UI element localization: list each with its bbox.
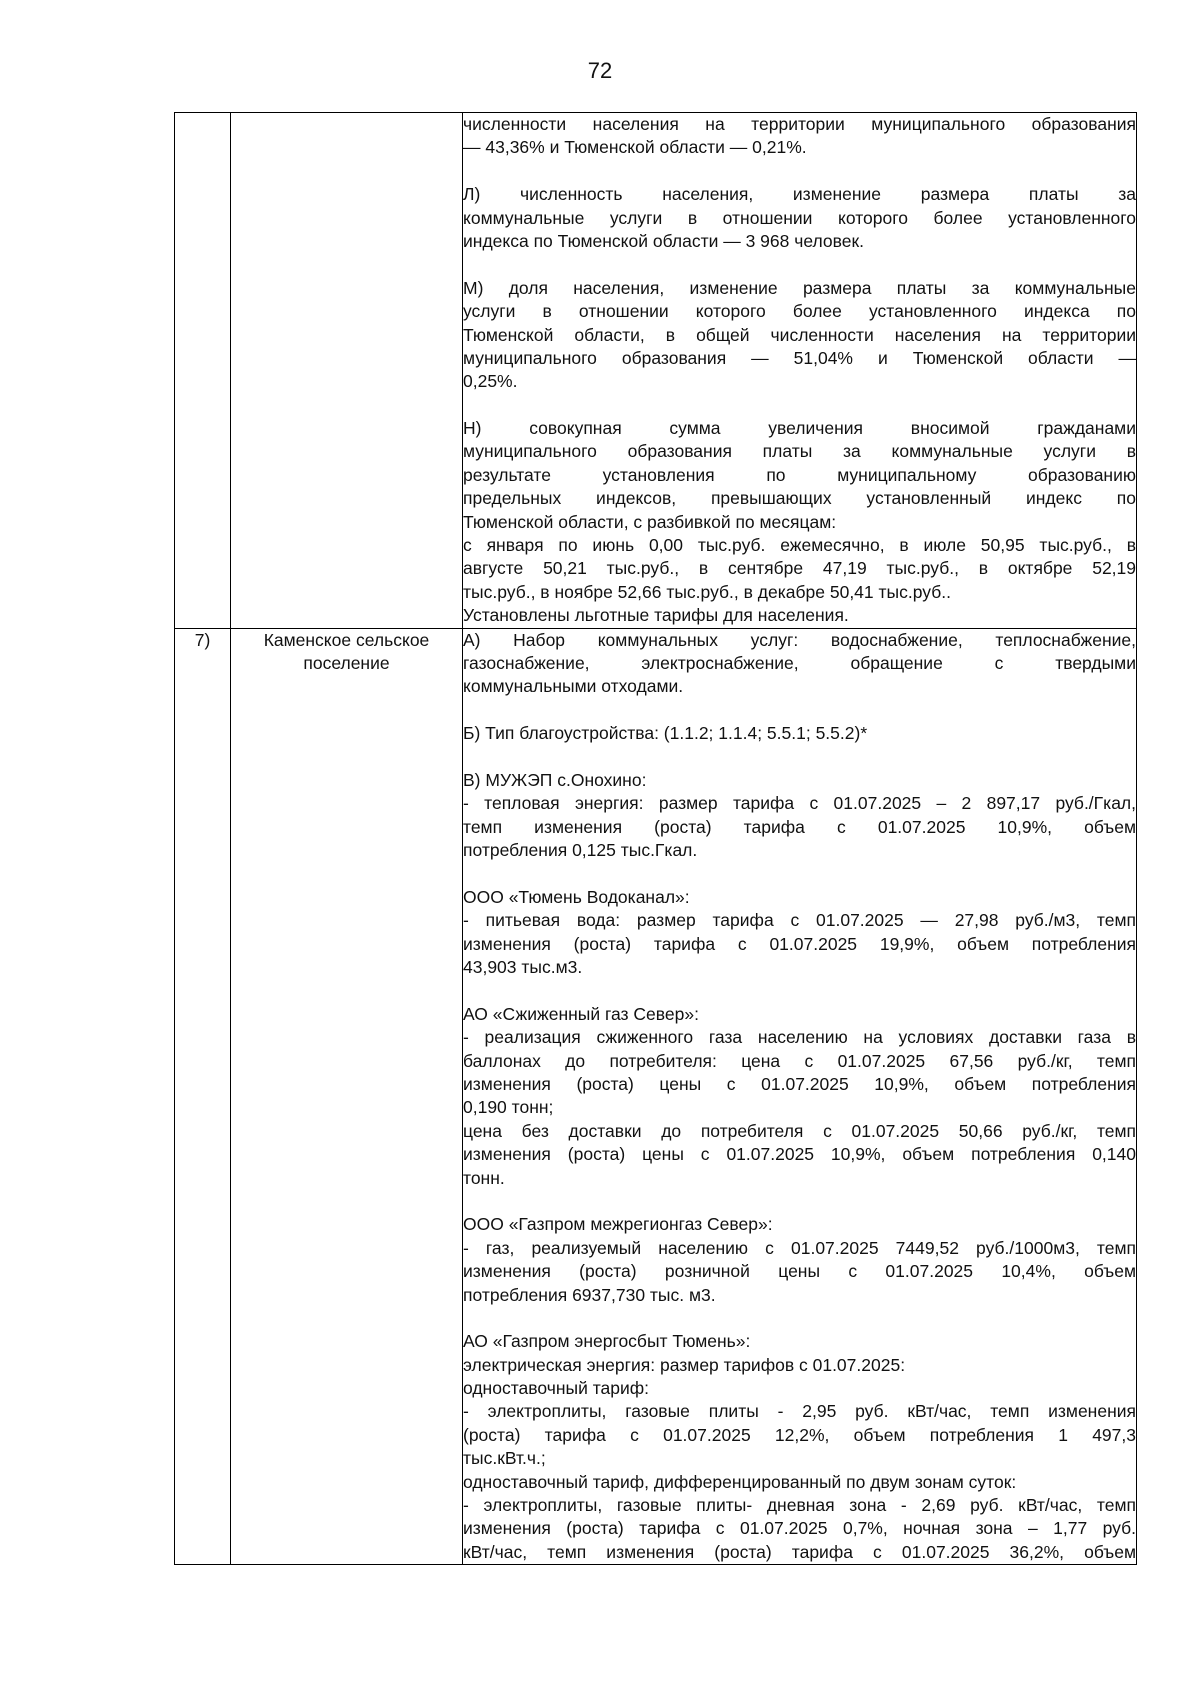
text-line: услуги в отношении которого более установленного индекса по	[463, 301, 1136, 322]
text-line: темп изменения (роста) тарифа с 01.07.2025 10,9%, объем	[463, 816, 1136, 837]
page-number: 72	[587, 58, 613, 83]
text-line: изменения (роста) цены с 01.07.2025 10,9%, объем потребления 0,140	[463, 1144, 1136, 1165]
paragraph-gap	[463, 979, 1136, 1002]
text-line: потребления 6937,730 тыс. м3.	[463, 1284, 716, 1305]
text-line: изменения (роста) цены с 01.07.2025 10,9%, объем потребления	[463, 1074, 1136, 1095]
text-line: 0,190 тонн;	[463, 1097, 554, 1118]
text-line: одноставочный тариф:	[463, 1378, 650, 1399]
paragraph-gap	[463, 253, 1136, 276]
text-line: АО «Газпром энергосбыт Тюмень»:	[463, 1331, 751, 1352]
text-line: - тепловая энергия: размер тарифа с 01.07.2025 – 2 897,17 руб./Гкал,	[463, 793, 1136, 814]
text-line: (роста) тарифа с 01.07.2025 12,2%, объем потребления 1 497,3	[463, 1424, 1136, 1445]
text-line: индекса по Тюменской области — 3 968 человек.	[463, 230, 864, 251]
text-line: М) доля населения, изменение размера платы за коммунальные	[463, 277, 1136, 298]
text-line: изменения (роста) тарифа с 01.07.2025 19,9%, объем потребления	[463, 933, 1136, 954]
text-line: электрическая энергия: размер тарифов с 01.07.2025:	[463, 1354, 906, 1375]
row-number-cell: 7)	[175, 628, 231, 1565]
paragraph-gap	[463, 1190, 1136, 1213]
text-line: 43,903 тыс.м3.	[463, 957, 583, 978]
text-line: В) МУЖЭП с.Онохино:	[463, 769, 647, 790]
text-line: изменения (роста) тарифа с 01.07.2025 0,7%, ночная зона – 1,77 руб.	[463, 1518, 1136, 1539]
text-line: тонн.	[463, 1167, 505, 1188]
description-cell	[463, 113, 1137, 629]
text-line: - реализация сжиженного газа населению на условиях доставки газа в	[463, 1027, 1136, 1048]
text-line: Б) Тип благоустройства: (1.1.2; 1.1.4; 5.5.1; 5.5.2)*	[463, 723, 868, 744]
text-line: одноставочный тариф, дифференцированный по двум зонам суток:	[463, 1471, 1017, 1492]
description-cell	[463, 628, 1137, 1565]
text-line: численности населения на территории муниципального образования	[463, 114, 1136, 134]
paragraph-gap	[463, 746, 1136, 769]
text-line: АО «Сжиженный газ Север»:	[463, 1003, 699, 1024]
text-line: кВт/час, темп изменения (роста) тарифа с 01.07.2025 36,2%, объем	[463, 1541, 1136, 1562]
table-row	[175, 628, 1137, 1565]
text-line: муниципального образования — 51,04% и Тюменской области —	[463, 347, 1136, 368]
text-line: баллонах до потребителя: цена с 01.07.2025 67,56 руб./кг, темп	[463, 1050, 1136, 1071]
text-line: Установлены льготные тарифы для населения.	[463, 605, 849, 626]
text-line: ООО «Газпром межрегионгаз Север»:	[463, 1214, 773, 1235]
text-line: - электроплиты, газовые плиты - 2,95 руб. кВт/час, темп изменения	[463, 1401, 1136, 1422]
text-line: газоснабжение, электроснабжение, обращение с твердыми	[463, 652, 1136, 673]
paragraph-gap	[463, 1307, 1136, 1330]
text-line: 0,25%.	[463, 371, 518, 392]
text-line: - электроплиты, газовые плиты- дневная зона - 2,69 руб. кВт/час, темп	[463, 1495, 1136, 1516]
text-line: Л) численность населения, изменение размера платы за	[463, 184, 1136, 205]
text-line: ООО «Тюмень Водоканал»:	[463, 886, 690, 907]
text-line: предельных индексов, превышающих установленный индекс по	[463, 488, 1136, 509]
text-line: муниципального образования платы за коммунальные услуги в	[463, 441, 1136, 462]
text-line: Тюменской области, в общей численности населения на территории	[463, 324, 1136, 345]
municipality-name-cell	[231, 113, 463, 629]
paragraph-gap	[463, 863, 1136, 886]
text-line: - газ, реализуемый населению с 01.07.2025 7449,52 руб./1000м3, темп	[463, 1237, 1136, 1258]
municipality-name-cell: Каменское сельское поселение	[231, 628, 463, 1565]
text-line: А) Набор коммунальных услуг: водоснабжение, теплоснабжение,	[463, 629, 1136, 650]
text-line: коммунальными отходами.	[463, 676, 684, 697]
text-line: — 43,36% и Тюменской области — 0,21%.	[463, 137, 807, 158]
paragraph-gap	[463, 394, 1136, 417]
tariff-table-body	[175, 113, 1137, 1565]
text-line: результате установления по муниципальному образованию	[463, 464, 1136, 485]
text-line: тыс.руб., в ноябре 52,66 тыс.руб., в декабре 50,41 тыс.руб..	[463, 581, 951, 602]
text-line: цена без доставки до потребителя с 01.07.2025 50,66 руб./кг, темп	[463, 1120, 1136, 1141]
tariff-table	[174, 112, 1137, 1565]
paragraph-gap	[463, 160, 1136, 183]
text-line: Н) совокупная сумма увеличения вносимой гражданами	[463, 418, 1136, 439]
text-line: Тюменской области, с разбивкой по месяцам:	[463, 511, 837, 532]
text-line: тыс.кВт.ч.;	[463, 1448, 546, 1469]
text-line: - питьевая вода: размер тарифа с 01.07.2025 — 27,98 руб./м3, темп	[463, 910, 1136, 931]
text-line: изменения (роста) розничной цены с 01.07.2025 10,4%, объем	[463, 1261, 1136, 1282]
text-line: августе 50,21 тыс.руб., в сентябре 47,19 тыс.руб., в октябре 52,19	[463, 558, 1136, 579]
text-line: потребления 0,125 тыс.Гкал.	[463, 840, 698, 861]
text-line: с января по июнь 0,00 тыс.руб. ежемесячно, в июле 50,95 тыс.руб., в	[463, 535, 1136, 556]
text-line: коммунальные услуги в отношении которого более установленного	[463, 207, 1136, 228]
paragraph-gap	[463, 699, 1136, 722]
row-number-cell	[175, 113, 231, 629]
table-row	[175, 113, 1137, 629]
